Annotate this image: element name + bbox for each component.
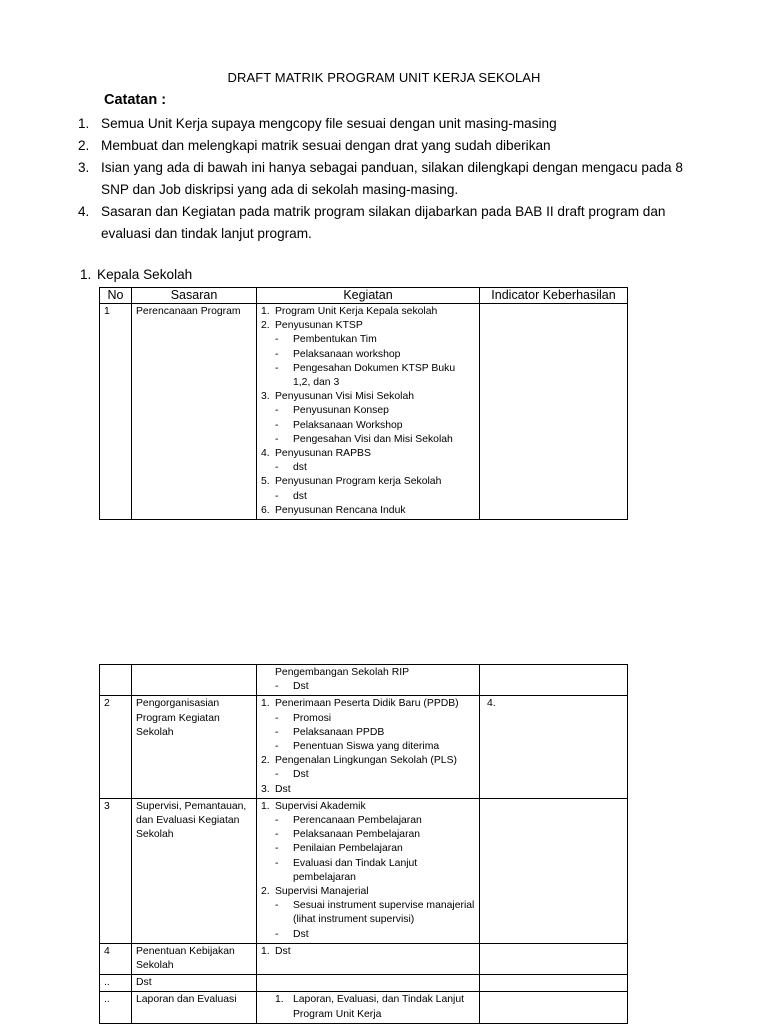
program-matrix-table-continued xyxy=(99,664,628,1024)
sub-activity-text: Pembentukan Tim xyxy=(293,334,377,346)
activity-list xyxy=(261,993,475,1021)
sub-activity-text: Pengesahan Dokumen KTSP Buku 1,2, dan 3 xyxy=(293,362,456,389)
cell-kegiatan xyxy=(257,975,480,992)
table-row xyxy=(100,943,628,974)
activity-list xyxy=(261,305,475,333)
sub-activity-item xyxy=(261,404,475,418)
dash-marker: - xyxy=(275,741,279,753)
activity-list xyxy=(261,504,475,518)
cell-sasaran: Laporan dan Evaluasi xyxy=(132,992,257,1023)
dash-marker: - xyxy=(275,769,279,781)
activity-list xyxy=(261,697,475,711)
sub-activity-item xyxy=(261,712,475,726)
dash-marker: - xyxy=(275,362,279,374)
activity-text: Pengenalan Lingkungan Sekolah (PLS) xyxy=(275,755,457,767)
sub-activity-item xyxy=(261,768,475,782)
cell-indikator xyxy=(480,992,628,1023)
dash-marker: - xyxy=(275,490,279,502)
cell-indikator xyxy=(480,943,628,974)
note-item xyxy=(78,157,698,201)
dash-marker: - xyxy=(275,843,279,855)
cell-sasaran: Perencanaan Program xyxy=(132,304,257,520)
sub-activity-item xyxy=(261,348,475,362)
note-text: Sasaran dan Kegiatan pada matrik program silakan dijabarkan pada BAB II draft program dan evaluasi dan tindak lanjut program. xyxy=(101,204,666,241)
activity-list xyxy=(261,447,475,461)
indikator-text: 4. xyxy=(487,698,496,710)
note-text: Membuat dan melengkapi matrik sesuai dengan drat yang sudah diberikan xyxy=(101,138,551,153)
header-indikator: Indicator Keberhasilan xyxy=(480,288,628,304)
activity-text: Penerimaan Peserta Didik Baru (PPDB) xyxy=(275,698,459,710)
sub-activity-list xyxy=(261,404,475,447)
cell-indikator xyxy=(480,975,628,992)
sub-activity-item xyxy=(261,740,475,754)
note-item xyxy=(78,113,698,135)
activity-number: 2. xyxy=(261,755,270,767)
dash-marker: - xyxy=(275,462,279,474)
sub-activity-item xyxy=(261,490,475,504)
sub-activity-text: Pengesahan Visi dan Misi Sekolah xyxy=(293,433,453,445)
activity-item xyxy=(261,993,475,1021)
cell-sasaran: Penentuan Kebijakan Sekolah xyxy=(132,943,257,974)
notes-list xyxy=(78,113,698,245)
cell-no: 3 xyxy=(100,798,132,943)
activity-text: Laporan, Evaluasi, dan Tindak Lanjut Program Unit Kerja xyxy=(293,994,464,1020)
activity-number: 5. xyxy=(261,476,270,488)
activity-item xyxy=(261,754,475,768)
dash-marker: - xyxy=(275,726,279,738)
sub-activity-text: dst xyxy=(293,462,307,474)
activity-list xyxy=(261,945,475,959)
sub-activity-text: Pelaksanaan PPDB xyxy=(293,726,385,738)
activity-item xyxy=(261,447,475,461)
sub-activity-list xyxy=(261,768,475,782)
activity-text: Supervisi Manajerial xyxy=(275,886,369,898)
dash-marker: - xyxy=(275,815,279,827)
table-row xyxy=(100,975,628,992)
section-heading xyxy=(80,267,192,282)
activity-item xyxy=(261,504,475,518)
cell-kegiatan xyxy=(257,943,480,974)
dash-marker: - xyxy=(275,334,279,346)
cell-indikator xyxy=(480,304,628,520)
sub-activity-text: Dst xyxy=(293,928,309,940)
activity-list xyxy=(261,390,475,404)
activity-item xyxy=(261,475,475,489)
header-no: No xyxy=(100,288,132,304)
activity-list xyxy=(261,885,475,899)
activity-number: 1. xyxy=(275,994,284,1006)
cell-no: 1 xyxy=(100,304,132,520)
dash-marker: - xyxy=(275,348,279,360)
activity-text: Dst xyxy=(275,783,291,795)
sub-activity-item xyxy=(261,461,475,475)
cell-kegiatan xyxy=(257,992,480,1023)
activity-text: Penyusunan RAPBS xyxy=(275,448,371,460)
dash-marker: - xyxy=(275,857,279,869)
table-row xyxy=(100,304,628,520)
catatan-label: Catatan : xyxy=(104,92,167,108)
sub-activity-list xyxy=(261,333,475,390)
note-item xyxy=(78,135,698,157)
header-sasaran: Sasaran xyxy=(132,288,257,304)
dash-marker: - xyxy=(275,900,279,912)
header-kegiatan: Kegiatan xyxy=(257,288,480,304)
sub-activity-list xyxy=(261,680,475,694)
note-number: 1. xyxy=(78,116,90,131)
activity-number: 3. xyxy=(261,391,270,403)
sub-activity-list xyxy=(261,814,475,885)
cell-sasaran: Pengorganisasian Program Kegiatan Sekolah xyxy=(132,696,257,798)
sub-activity-text: Evaluasi dan Tindak Lanjut pembelajaran xyxy=(293,857,418,883)
table-row xyxy=(100,992,628,1023)
cell-indikator xyxy=(480,696,628,798)
sub-activity-item xyxy=(261,842,475,856)
activity-text: Program Unit Kerja Kepala sekolah xyxy=(275,306,438,317)
cell-kegiatan xyxy=(257,665,480,696)
sub-activity-text: Penentuan Siswa yang diterima xyxy=(293,741,440,753)
sub-activity-item xyxy=(261,828,475,842)
sub-activity-item xyxy=(261,726,475,740)
activity-item xyxy=(261,885,475,899)
sub-activity-item xyxy=(261,814,475,828)
table-row xyxy=(100,665,628,696)
section-number: 1. xyxy=(80,267,92,282)
cell-sasaran xyxy=(132,665,257,696)
activity-number: 1. xyxy=(261,306,270,317)
sub-activity-item xyxy=(261,928,475,942)
sub-activity-item xyxy=(261,680,475,694)
sub-activity-text: Perencanaan Pembelajaran xyxy=(293,815,422,827)
cell-no: 2 xyxy=(100,696,132,798)
cell-sasaran: Dst xyxy=(132,975,257,992)
sub-activity-item xyxy=(261,362,475,390)
dash-marker: - xyxy=(275,681,279,693)
page-title: DRAFT MATRIK PROGRAM UNIT KERJA SEKOLAH xyxy=(227,70,541,85)
note-text: Isian yang ada di bawah ini hanya sebagai panduan, silakan dilengkapi dengan mengacu pada 8 SNP dan Job diskripsi yang ada di sekolah masing-masing. xyxy=(101,160,683,197)
sub-activity-list xyxy=(261,490,475,504)
cell-indikator xyxy=(480,665,628,696)
activity-item xyxy=(261,390,475,404)
activity-item xyxy=(261,945,475,959)
activity-text: Supervisi Akademik xyxy=(275,800,366,812)
sub-activity-text: Promosi xyxy=(293,712,332,724)
sub-activity-item xyxy=(261,899,475,927)
activity-number: 2. xyxy=(261,886,270,898)
activity-item xyxy=(261,319,475,333)
sub-activity-item xyxy=(261,419,475,433)
activity-list xyxy=(261,754,475,768)
activity-number: 6. xyxy=(261,504,270,516)
activity-list xyxy=(261,783,475,797)
cell-sasaran: Supervisi, Pemantauan, dan Evaluasi Kegiatan Sekolah xyxy=(132,798,257,943)
sub-activity-list xyxy=(261,461,475,475)
dash-marker: - xyxy=(275,433,279,445)
sub-activity-item xyxy=(261,333,475,347)
activity-item xyxy=(261,783,475,797)
cell-indikator xyxy=(480,798,628,943)
cell-kegiatan xyxy=(257,696,480,798)
cell-no: .. xyxy=(100,975,132,992)
dash-marker: - xyxy=(275,928,279,940)
sub-activity-text: dst xyxy=(293,490,307,502)
table-row xyxy=(100,798,628,943)
activity-item xyxy=(261,305,475,319)
cell-no: .. xyxy=(100,992,132,1023)
note-number: 4. xyxy=(78,204,90,219)
activity-continuation: Pengembangan Sekolah RIP xyxy=(275,667,410,678)
sub-activity-text: Sesuai instrument supervise manajerial (lihat instrument supervisi) xyxy=(293,900,475,926)
sub-activity-text: Pelaksanaan Pembelajaran xyxy=(293,829,421,841)
note-item xyxy=(78,201,698,245)
activity-text: Penyusunan Rencana Induk xyxy=(275,504,406,516)
activity-number: 1. xyxy=(261,698,270,710)
sub-activity-text: Penilaian Pembelajaran xyxy=(293,843,403,855)
sub-activity-list xyxy=(261,712,475,755)
sub-activity-item xyxy=(261,857,475,885)
section-label: Kepala Sekolah xyxy=(97,267,193,282)
activity-item xyxy=(261,697,475,711)
cell-no xyxy=(100,665,132,696)
sub-activity-text: Dst xyxy=(293,681,309,693)
sub-activity-item xyxy=(261,433,475,447)
activity-text: Penyusunan Program kerja Sekolah xyxy=(275,476,442,488)
activity-number: 1. xyxy=(261,945,270,957)
activity-number: 3. xyxy=(261,783,270,795)
sub-activity-text: Pelaksanaan Workshop xyxy=(293,419,403,431)
activity-number: 2. xyxy=(261,320,270,332)
activity-text: Dst xyxy=(275,945,291,957)
dash-marker: - xyxy=(275,829,279,841)
sub-activity-list xyxy=(261,899,475,942)
program-matrix-table xyxy=(99,287,628,520)
activity-text: Penyusunan KTSP xyxy=(275,320,363,332)
activity-text: Penyusunan Visi Misi Sekolah xyxy=(275,391,415,403)
sub-activity-text: Penyusunan Konsep xyxy=(293,405,389,417)
cell-no: 4 xyxy=(100,943,132,974)
sub-activity-text: Dst xyxy=(293,769,309,781)
activity-number: 1. xyxy=(261,800,270,812)
activity-list xyxy=(261,800,475,814)
sub-activity-text: Pelaksanaan workshop xyxy=(293,348,401,360)
cell-kegiatan xyxy=(257,798,480,943)
activity-list xyxy=(261,475,475,489)
activity-number: 4. xyxy=(261,448,270,460)
dash-marker: - xyxy=(275,419,279,431)
note-text: Semua Unit Kerja supaya mengcopy file sesuai dengan unit masing-masing xyxy=(101,116,557,131)
dash-marker: - xyxy=(275,712,279,724)
note-number: 3. xyxy=(78,160,90,175)
dash-marker: - xyxy=(275,405,279,417)
note-number: 2. xyxy=(78,138,90,153)
cell-kegiatan xyxy=(257,304,480,520)
table-row xyxy=(100,696,628,798)
activity-item xyxy=(261,800,475,814)
table-header-row xyxy=(100,288,628,304)
